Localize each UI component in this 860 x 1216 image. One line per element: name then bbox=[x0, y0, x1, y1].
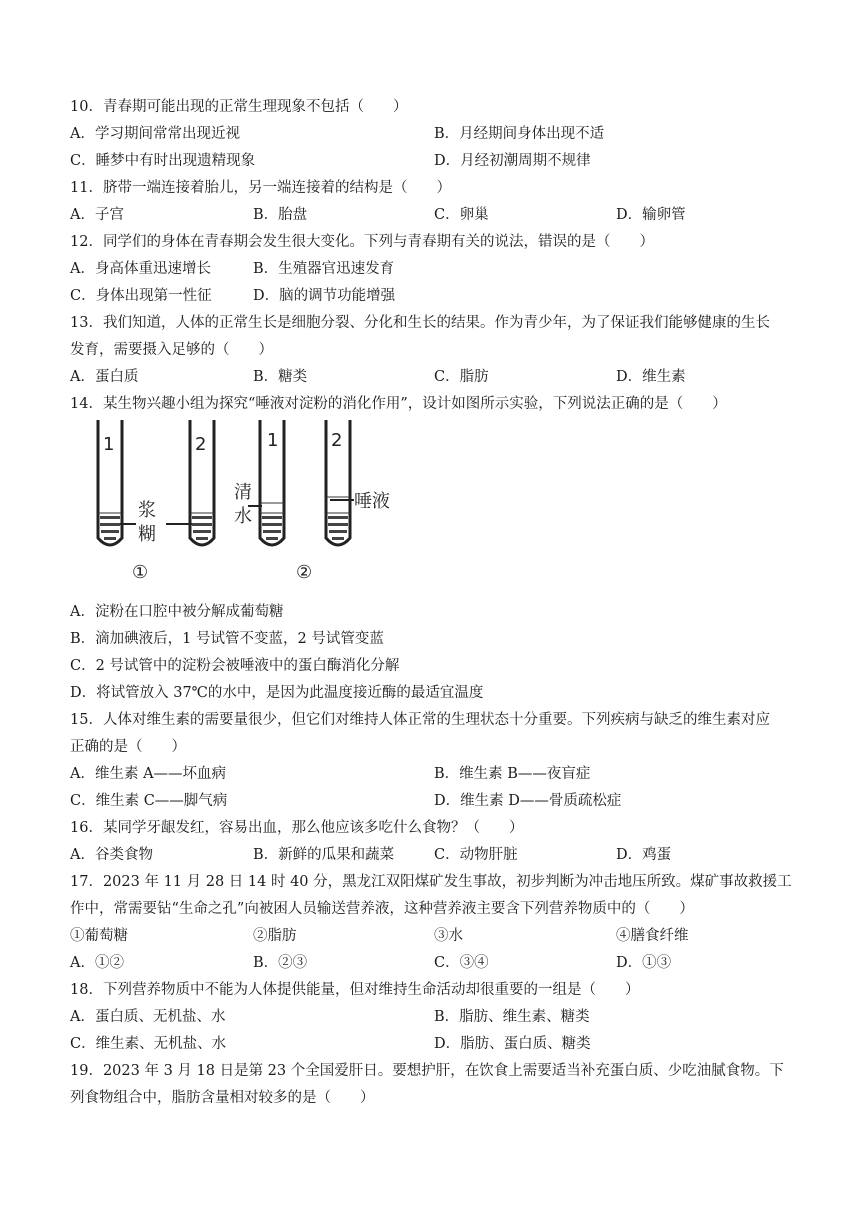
saliva-label: 唾液 bbox=[354, 491, 390, 512]
question-13-option-c: C．脂肪 bbox=[434, 369, 489, 385]
question-17-stem-line2: 作中，常需要钻“生命之孔”向被困人员输送营养液，这种营养液主要含下列营养物质中的（ ） bbox=[70, 901, 694, 917]
question-17-stem-line1: 17．2023 年 11 月 28 日 14 时 40 分，黑龙江双阳煤矿发生事故，初步判断为冲击地压所致。煤矿事故救援工 bbox=[70, 874, 792, 890]
question-11-option-a: A．子宫 bbox=[70, 207, 124, 223]
question-15-option-c: C．维生素 C——脚气病 bbox=[70, 793, 228, 809]
question-11-option-d: D．输卵管 bbox=[616, 207, 686, 223]
question-17-option-a: A．①② bbox=[70, 955, 124, 971]
question-11-stem: 11．脐带一端连接着胎儿，另一端连接着的结构是（ ） bbox=[70, 180, 451, 196]
question-10-option-c: C．睡梦中有时出现遗精现象 bbox=[70, 153, 256, 169]
test-tube-experiment-figure bbox=[70, 410, 430, 590]
question-19-stem-line1: 19．2023 年 3 月 18 日是第 23 个全国爱肝日。要想护肝，在饮食上需要适当补充蛋白质、少吃油腻食物。下 bbox=[70, 1063, 784, 1079]
question-14-option-a: A．淀粉在口腔中被分解成葡萄糖 bbox=[70, 604, 284, 620]
question-10-option-d: D．月经初潮周期不规律 bbox=[434, 153, 591, 169]
question-13-stem-line1: 13．我们知道，人体的正常生长是细胞分裂、分化和生长的结果。作为青少年，为了保证我们能够健康的生长 bbox=[70, 315, 770, 331]
question-16-option-d: D．鸡蛋 bbox=[616, 847, 672, 863]
question-12-option-a: A．身高体重迅速增长 bbox=[70, 261, 211, 277]
question-14-option-d: D．将试管放入 37℃的水中，是因为此温度接近酶的最适宜温度 bbox=[70, 685, 484, 701]
water-label-1: 清 bbox=[234, 482, 252, 503]
tube-2-number: 2 bbox=[195, 434, 207, 455]
question-13-option-a: A．蛋白质 bbox=[70, 369, 139, 385]
question-16-option-b: B．新鲜的瓜果和蔬菜 bbox=[253, 847, 395, 863]
question-16-option-c: C．动物肝脏 bbox=[434, 847, 518, 863]
paste-label-2: 糊 bbox=[138, 524, 156, 545]
question-17-item-4: ④膳食纤维 bbox=[616, 928, 689, 944]
question-18-option-c: C．维生素、无机盐、水 bbox=[70, 1036, 227, 1052]
water-label-2: 水 bbox=[234, 506, 252, 527]
question-17-option-b: B．②③ bbox=[253, 955, 308, 971]
question-15-option-a: A．维生素 A——坏血病 bbox=[70, 766, 227, 782]
question-14-option-c: C．2 号试管中的淀粉会被唾液中的蛋白酶消化分解 bbox=[70, 658, 400, 674]
question-18-option-b: B．脂肪、维生素、糖类 bbox=[434, 1009, 590, 1025]
question-19-stem-line2: 列食物组合中，脂肪含量相对较多的是（ ） bbox=[70, 1090, 375, 1106]
question-14-stem: 14．某生物兴趣小组为探究“唾液对淀粉的消化作用”，设计如图所示实验，下列说法正确的是（ ） bbox=[70, 396, 727, 412]
question-10-stem: 10．青春期可能出现的正常生理现象不包括（ ） bbox=[70, 99, 408, 115]
question-17-item-1: ①葡萄糖 bbox=[70, 928, 128, 944]
question-10-option-b: B．月经期间身体出现不适 bbox=[434, 126, 605, 142]
question-18-option-d: D．脂肪、蛋白质、糖类 bbox=[434, 1036, 591, 1052]
question-15-option-b: B．维生素 B——夜盲症 bbox=[434, 766, 591, 782]
question-13-option-b: B．糖类 bbox=[253, 369, 308, 385]
question-15-option-d: D．维生素 D——骨质疏松症 bbox=[434, 793, 622, 809]
tube-4-number: 2 bbox=[331, 430, 343, 451]
question-17-option-c: C．③④ bbox=[434, 955, 489, 971]
question-12-option-d: D．脑的调节功能增强 bbox=[253, 288, 396, 304]
question-11-option-b: B．胎盘 bbox=[253, 207, 308, 223]
question-16-option-a: A．谷类食物 bbox=[70, 847, 153, 863]
tube-1-number: 1 bbox=[103, 434, 115, 455]
question-17-item-2: ②脂肪 bbox=[253, 928, 297, 944]
setup-2-label: ② bbox=[296, 562, 313, 583]
question-15-stem-line1: 15．人体对维生素的需要量很少，但它们对维持人体正常的生理状态十分重要。下列疾病与缺乏的维生素对应 bbox=[70, 712, 770, 728]
tube-3-number: 1 bbox=[267, 430, 279, 451]
question-12-option-c: C．身体出现第一性征 bbox=[70, 288, 212, 304]
question-16-stem: 16．某同学牙龈发红，容易出血，那么他应该多吃什么食物？（ ） bbox=[70, 820, 524, 836]
question-17-item-3: ③水 bbox=[434, 928, 463, 944]
question-17-option-d: D．①③ bbox=[616, 955, 672, 971]
question-13-option-d: D．维生素 bbox=[616, 369, 686, 385]
paste-label-1: 浆 bbox=[138, 500, 156, 521]
question-12-option-b: B．生殖器官迅速发育 bbox=[253, 261, 395, 277]
question-18-option-a: A．蛋白质、无机盐、水 bbox=[70, 1009, 226, 1025]
question-10-option-a: A．学习期间常常出现近视 bbox=[70, 126, 240, 142]
question-18-stem: 18．下列营养物质中不能为人体提供能量，但对维持生命活动却很重要的一组是（ ） bbox=[70, 982, 640, 998]
question-12-stem: 12．同学们的身体在青春期会发生很大变化。下列与青春期有关的说法，错误的是（ ） bbox=[70, 234, 654, 250]
question-13-stem-line2: 发育，需要摄入足够的（ ） bbox=[70, 342, 273, 358]
setup-1-label: ① bbox=[132, 562, 149, 583]
question-11-option-c: C．卵巢 bbox=[434, 207, 489, 223]
question-15-stem-line2: 正确的是（ ） bbox=[70, 739, 186, 755]
question-14-option-b: B．滴加碘液后，1 号试管不变蓝，2 号试管变蓝 bbox=[70, 631, 384, 647]
